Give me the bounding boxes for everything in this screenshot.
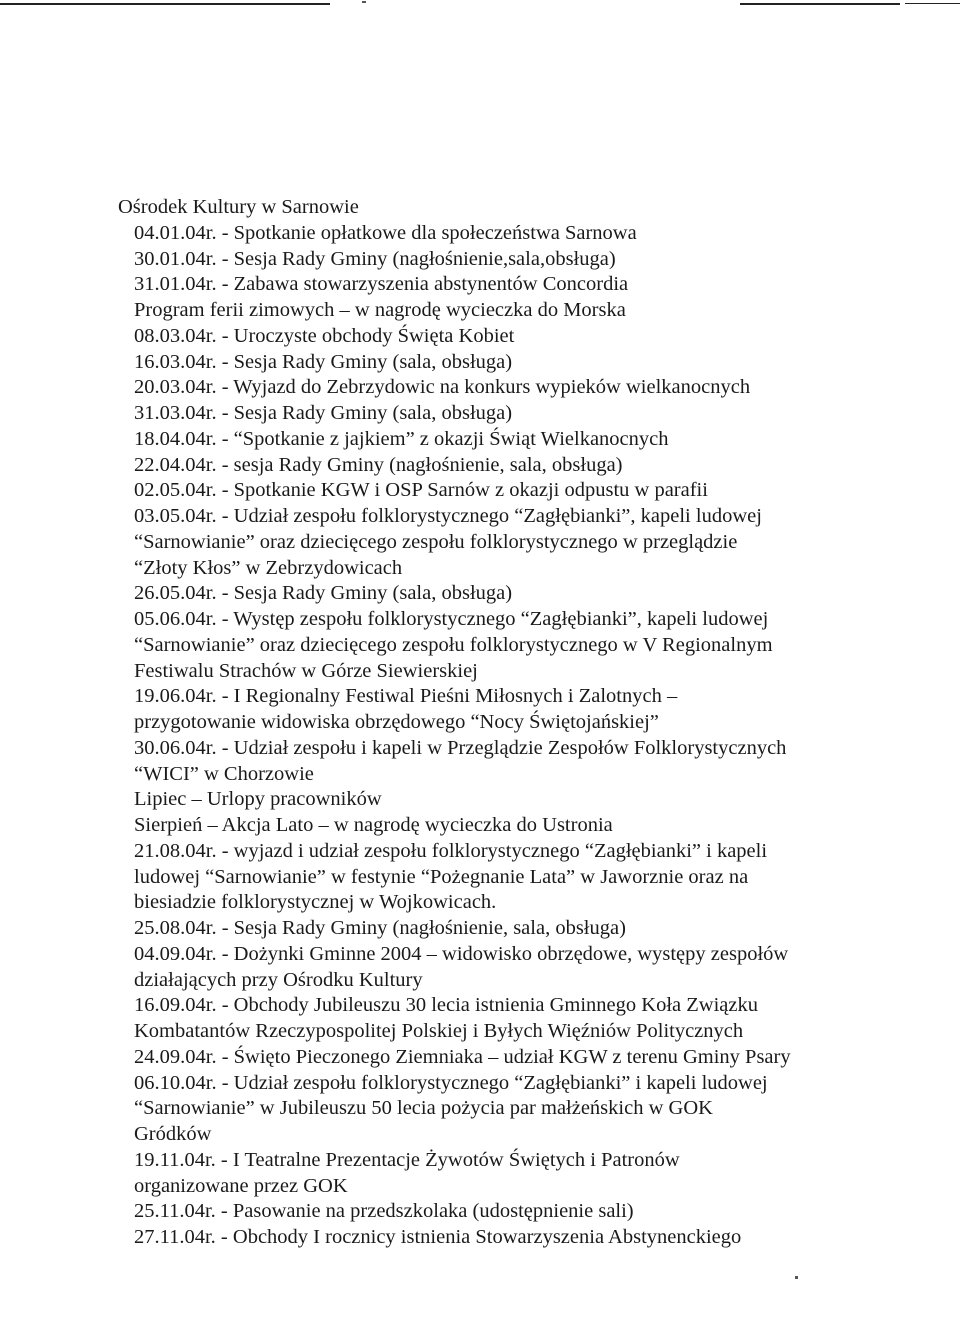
event-line: 30.06.04r. - Udział zespołu i kapeli w Przeglądzie Zespołów Folklorystycznych — [134, 736, 787, 759]
document-heading: Ośrodek Kultury w Sarnowie — [118, 196, 359, 218]
event-line: 21.08.04r. - wyjazd i udział zespołu folklorystycznego “Zagłębianki” i kapeli — [134, 839, 768, 862]
event-line: “Złoty Kłos” w Zebrzydowicach — [134, 556, 403, 579]
event-line: 04.09.04r. - Dożynki Gminne 2004 – widowisko obrzędowe, występy zespołów — [134, 942, 789, 965]
scan-artifact-line — [905, 3, 960, 4]
event-line: przygotowanie widowiska obrzędowego “Nocy Świętojańskiej” — [134, 711, 659, 733]
event-line: 31.01.04r. - Zabawa stowarzyszenia abstynentów Concordia — [134, 273, 629, 296]
scan-artifact-dot — [795, 1276, 798, 1279]
event-line: biesiadzie folklorystycznej w Wojkowicach. — [134, 891, 497, 914]
event-line: 22.04.04r. - sesja Rady Gminy (nagłośnienie, sala, obsługa) — [134, 453, 623, 476]
event-line: 19.11.04r. - I Teatralne Prezentacje Żywotów Świętych i Patronów — [134, 1148, 680, 1171]
event-line: 25.11.04r. - Pasowanie na przedszkolaka (udostępnienie sali) — [134, 1200, 634, 1223]
scan-artifact-line — [740, 3, 900, 5]
event-line: 16.09.04r. - Obchody Jubileuszu 30 lecia istnienia Gminnego Koła Związku — [134, 994, 758, 1017]
event-line: 16.03.04r. - Sesja Rady Gminy (sala, obsługa) — [134, 350, 513, 373]
event-line: “Sarnowianie” w Jubileuszu 50 lecia pożycia par małżeńskich w GOK — [134, 1097, 713, 1120]
event-line: 20.03.04r. - Wyjazd do Zebrzydowic na konkurs wypieków wielkanocnych — [134, 376, 751, 399]
event-line: 31.03.04r. - Sesja Rady Gminy (sala, obsługa) — [134, 402, 513, 424]
event-line: 30.01.04r. - Sesja Rady Gminy (nagłośnienie,sala,obsługa) — [134, 247, 616, 270]
event-list — [116, 221, 896, 1251]
event-line: 06.10.04r. - Udział zespołu folklorystycznego “Zagłębianki” i kapeli ludowej — [134, 1071, 768, 1094]
event-line: 08.03.04r. - Uroczyste obchody Święta Kobiet — [134, 324, 515, 347]
event-line: 19.06.04r. - I Regionalny Festiwal Pieśni Miłosnych i Zalotnych – — [134, 685, 678, 708]
event-line: Lipiec – Urlopy pracowników — [134, 788, 382, 811]
event-line: Festiwalu Strachów w Górze Siewierskiej — [134, 659, 478, 682]
document-body — [116, 195, 896, 1251]
event-line: ludowej “Sarnowianie” w festynie “Pożegnanie Lata” w Jaworznie oraz na — [134, 865, 749, 888]
event-line: organizowane przez GOK — [134, 1174, 348, 1197]
event-line: 05.06.04r. - Występ zespołu folklorystycznego “Zagłębianki”, kapeli ludowej — [134, 608, 769, 630]
event-line: 26.05.04r. - Sesja Rady Gminy (sala, obsługa) — [134, 582, 513, 605]
event-line: 25.08.04r. - Sesja Rady Gminy (nagłośnienie, sala, obsługa) — [134, 917, 626, 939]
scan-artifact-dot — [362, 1, 366, 3]
event-line: “Sarnowianie” oraz dziecięcego zespołu folklorystycznego w przeglądzie — [134, 530, 738, 553]
event-line: Kombatantów Rzeczypospolitej Polskiej i Byłych Więźniów Politycznych — [134, 1020, 744, 1042]
event-line: “WICI” w Chorzowie — [134, 762, 314, 785]
event-line: 03.05.04r. - Udział zespołu folklorystycznego “Zagłębianki”, kapeli ludowej — [134, 505, 762, 527]
event-line: 04.01.04r. - Spotkanie opłatkowe dla społeczeństwa Sarnowa — [134, 221, 637, 244]
event-line: 27.11.04r. - Obchody I rocznicy istnienia Stowarzyszenia Abstynenckiego — [134, 1226, 742, 1248]
event-line: 18.04.04r. - “Spotkanie z jajkiem” z okazji Świąt Wielkanocnych — [134, 427, 669, 450]
event-line: “Sarnowianie” oraz dziecięcego zespołu folklorystycznego w V Regionalnym — [134, 633, 773, 656]
event-line: Sierpień – Akcja Lato – w nagrodę wycieczka do Ustronia — [134, 814, 613, 836]
event-line: 24.09.04r. - Święto Pieczonego Ziemniaka – udział KGW z terenu Gminy Psary — [134, 1045, 791, 1068]
event-line: Program ferii zimowych – w nagrodę wycieczka do Morska — [134, 299, 626, 321]
scan-artifact-line — [0, 3, 330, 5]
event-line: Gródków — [134, 1123, 212, 1145]
event-line: 02.05.04r. - Spotkanie KGW i OSP Sarnów z okazji odpustu w parafii — [134, 479, 708, 502]
event-line: działających przy Ośrodku Kultury — [134, 968, 423, 991]
